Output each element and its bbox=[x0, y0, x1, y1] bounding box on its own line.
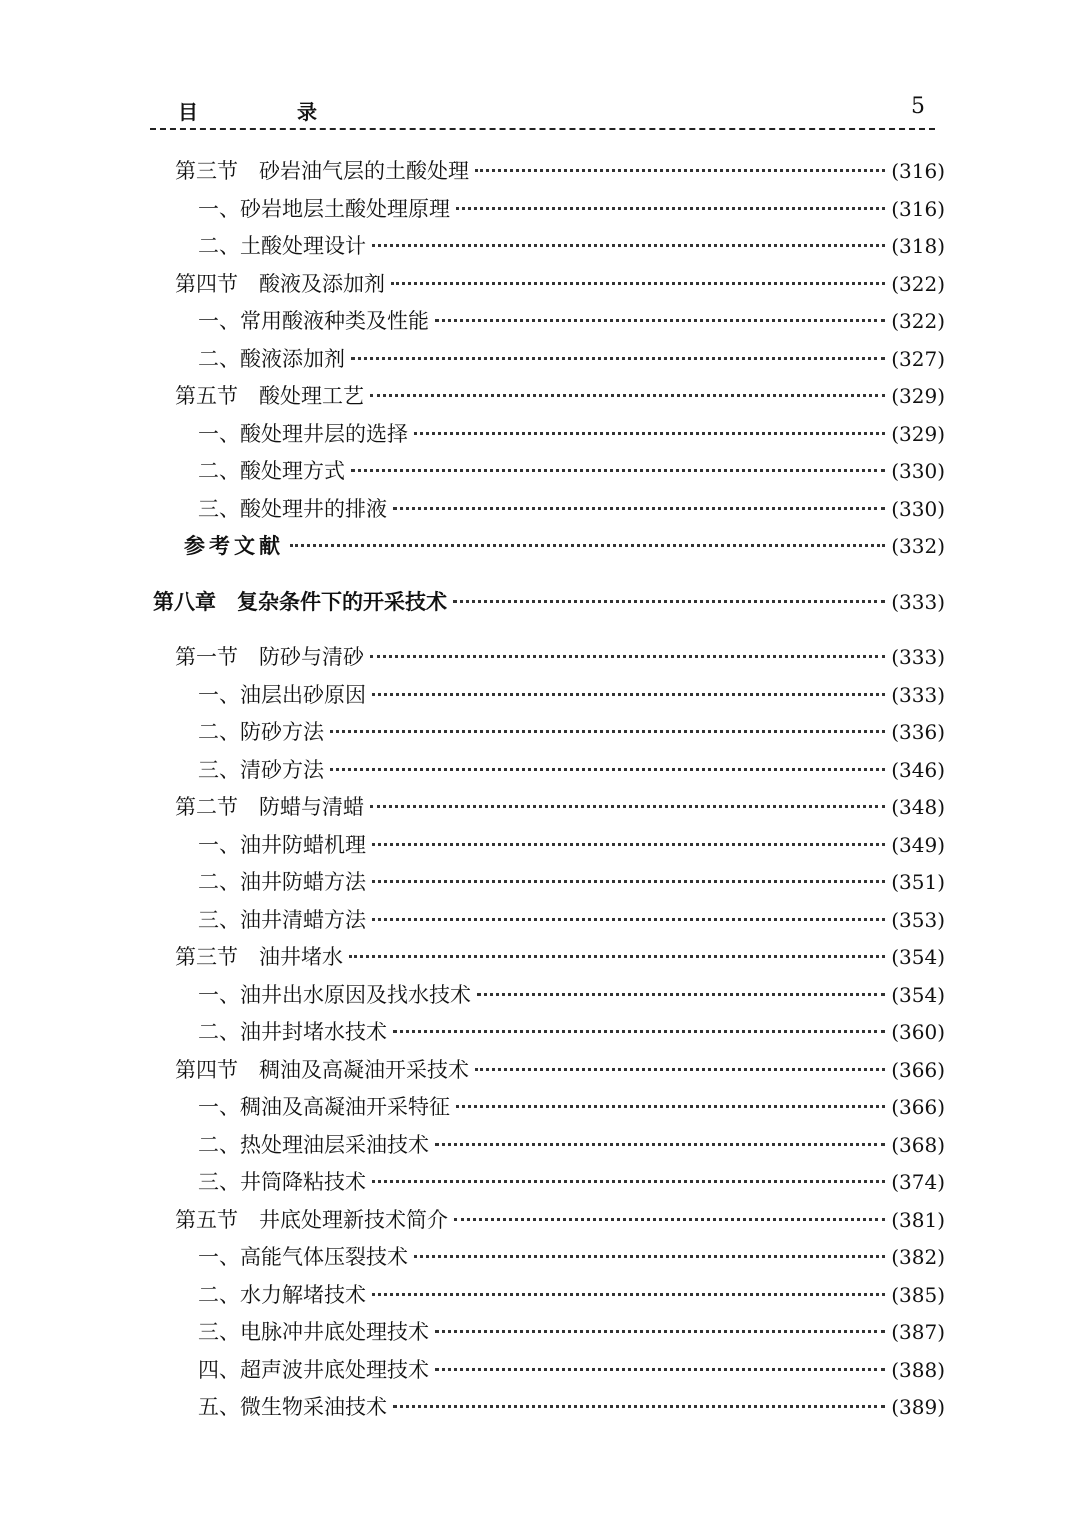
toc-entry-page: (333) bbox=[891, 589, 945, 614]
toc-entry-item bbox=[150, 1016, 945, 1054]
toc-entry-title: 二、防砂方法 bbox=[198, 720, 324, 744]
toc-dot-leader bbox=[351, 357, 885, 360]
toc-entry-section bbox=[150, 380, 945, 418]
toc-entry-chapter bbox=[150, 586, 945, 624]
toc-entry-title: 三、酸处理井的排液 bbox=[198, 496, 387, 521]
toc-entry-title: 第四节 稠油及高凝油开采技术 bbox=[175, 1057, 469, 1082]
toc-entry-item bbox=[150, 1391, 945, 1429]
toc-entry-item bbox=[150, 305, 945, 343]
toc-entry-page: (333) bbox=[891, 682, 945, 707]
toc-entry-page: (368) bbox=[891, 1132, 945, 1157]
toc-entry-title: 二、酸液添加剂 bbox=[198, 346, 345, 371]
toc-entry-page: (388) bbox=[891, 1357, 945, 1382]
toc-entry-title: 参考文献 bbox=[184, 533, 284, 558]
toc-entry-page: (374) bbox=[891, 1170, 945, 1194]
toc-entry-item bbox=[150, 343, 945, 381]
toc-entry-section bbox=[150, 155, 945, 193]
toc-entry-item bbox=[150, 1279, 945, 1317]
toc-entry-page: (346) bbox=[891, 757, 945, 782]
page-number: 5 bbox=[911, 94, 925, 119]
toc-dot-leader bbox=[370, 805, 885, 808]
toc-entry-item bbox=[150, 418, 945, 456]
toc-entry-item bbox=[150, 1241, 945, 1279]
toc-dot-leader bbox=[453, 600, 885, 603]
toc-dot-leader bbox=[435, 1143, 885, 1146]
toc-entry-title: 二、水力解堵技术 bbox=[198, 1282, 366, 1307]
toc-entry-page: (382) bbox=[891, 1245, 945, 1269]
toc-dot-leader bbox=[370, 655, 885, 658]
toc-entry-title: 一、稠油及高凝油开采特征 bbox=[198, 1095, 450, 1119]
toc-entry-title: 第一节 防砂与清砂 bbox=[175, 645, 364, 669]
header-title: 目 录 bbox=[178, 100, 363, 124]
toc-dot-leader bbox=[393, 1030, 885, 1033]
toc-entry-title: 一、砂岩地层土酸处理原理 bbox=[198, 196, 450, 221]
toc-dot-leader bbox=[414, 1255, 885, 1258]
toc-entry-page: (354) bbox=[891, 982, 945, 1007]
toc-entry-page: (353) bbox=[891, 907, 945, 932]
toc-entry-section bbox=[150, 268, 945, 306]
toc-entry-title: 一、油井出水原因及找水技术 bbox=[198, 982, 471, 1007]
toc-entry-page: (316) bbox=[891, 159, 945, 183]
toc-dot-leader bbox=[475, 169, 885, 172]
toc-entry-section bbox=[150, 1204, 945, 1242]
toc-dot-leader bbox=[372, 843, 885, 846]
toc-entry-page: (349) bbox=[891, 832, 945, 857]
toc-dot-leader bbox=[454, 1218, 885, 1221]
toc-dot-leader bbox=[393, 1405, 885, 1408]
toc-dot-leader bbox=[456, 207, 885, 210]
toc-dot-leader bbox=[435, 1368, 885, 1371]
toc-dot-leader bbox=[435, 1330, 885, 1333]
toc-entry-title: 第二节 防蜡与清蜡 bbox=[175, 795, 364, 819]
toc-entry-page: (354) bbox=[891, 945, 945, 969]
toc-dot-leader bbox=[372, 1180, 885, 1183]
toc-entry-title: 一、油井防蜡机理 bbox=[198, 832, 366, 857]
toc-entry-page: (351) bbox=[891, 870, 945, 894]
toc-entry-title: 第四节 酸液及添加剂 bbox=[175, 271, 385, 296]
toc-dot-leader bbox=[349, 955, 885, 958]
toc-dot-leader bbox=[372, 918, 885, 921]
toc-entry-page: (389) bbox=[891, 1395, 945, 1419]
toc-dot-leader bbox=[391, 282, 885, 285]
toc-entry-page: (333) bbox=[891, 645, 945, 669]
toc-dot-leader bbox=[372, 1293, 885, 1296]
toc-entry-item bbox=[150, 679, 945, 717]
toc-entry-page: (348) bbox=[891, 795, 945, 819]
toc-entry-title: 四、超声波井底处理技术 bbox=[198, 1357, 429, 1382]
page-header bbox=[150, 90, 935, 130]
toc-dot-leader bbox=[372, 693, 885, 696]
toc-entry-page: (336) bbox=[891, 720, 945, 744]
toc-entry-title: 第五节 井底处理新技术简介 bbox=[175, 1207, 448, 1232]
toc-entry-item bbox=[150, 493, 945, 531]
toc-entry-page: (329) bbox=[891, 384, 945, 408]
toc-entry-title: 二、油井封堵水技术 bbox=[198, 1020, 387, 1044]
toc-entry-title: 一、酸处理井层的选择 bbox=[198, 421, 408, 446]
toc-dot-leader bbox=[414, 432, 885, 435]
toc-entry-page: (322) bbox=[891, 271, 945, 296]
toc-dot-leader bbox=[477, 993, 885, 996]
toc-entry-page: (332) bbox=[891, 534, 945, 558]
toc-entry-item bbox=[150, 455, 945, 493]
toc-entry-title: 第三节 砂岩油气层的土酸处理 bbox=[175, 159, 469, 183]
toc-entry-item bbox=[150, 193, 945, 231]
toc-entry-title: 二、酸处理方式 bbox=[198, 459, 345, 483]
toc-entry-title: 二、油井防蜡方法 bbox=[198, 870, 366, 894]
table-of-contents bbox=[150, 155, 945, 1429]
toc-entry-title: 五、微生物采油技术 bbox=[198, 1395, 387, 1419]
toc-entry-section bbox=[150, 791, 945, 829]
toc-entry-page: (366) bbox=[891, 1057, 945, 1082]
toc-dot-leader bbox=[330, 730, 885, 733]
header-rule bbox=[150, 128, 935, 130]
toc-entry-refs bbox=[150, 530, 945, 568]
toc-entry-title: 一、油层出砂原因 bbox=[198, 682, 366, 707]
toc-entry-title: 二、土酸处理设计 bbox=[198, 234, 366, 258]
toc-entry-page: (327) bbox=[891, 346, 945, 371]
toc-entry-page: (385) bbox=[891, 1282, 945, 1307]
toc-entry-page: (330) bbox=[891, 459, 945, 483]
toc-dot-leader bbox=[475, 1068, 885, 1071]
toc-entry-title: 第五节 酸处理工艺 bbox=[175, 384, 364, 408]
toc-dot-leader bbox=[351, 469, 885, 472]
toc-entry-title: 三、油井清蜡方法 bbox=[198, 907, 366, 932]
toc-entry-item bbox=[150, 866, 945, 904]
toc-entry-title: 二、热处理油层采油技术 bbox=[198, 1132, 429, 1157]
toc-entry-page: (387) bbox=[891, 1320, 945, 1344]
toc-dot-leader bbox=[372, 244, 885, 247]
toc-entry-item bbox=[150, 1316, 945, 1354]
toc-dot-leader bbox=[290, 544, 885, 547]
toc-entry-item bbox=[150, 1091, 945, 1129]
toc-dot-leader bbox=[435, 319, 885, 322]
toc-entry-title: 三、井筒降粘技术 bbox=[198, 1170, 366, 1194]
toc-entry-page: (322) bbox=[891, 309, 945, 333]
toc-dot-leader bbox=[370, 394, 885, 397]
toc-entry-page: (329) bbox=[891, 421, 945, 446]
toc-entry-item bbox=[150, 716, 945, 754]
toc-entry-page: (366) bbox=[891, 1095, 945, 1119]
toc-dot-leader bbox=[372, 880, 885, 883]
toc-entry-section bbox=[150, 641, 945, 679]
toc-entry-item bbox=[150, 829, 945, 867]
toc-entry-page: (318) bbox=[891, 234, 945, 258]
toc-entry-item bbox=[150, 230, 945, 268]
toc-entry-page: (316) bbox=[891, 196, 945, 221]
toc-entry-title: 第三节 油井堵水 bbox=[175, 945, 343, 969]
toc-entry-title: 第八章 复杂条件下的开采技术 bbox=[153, 588, 447, 614]
toc-entry-item bbox=[150, 904, 945, 942]
toc-entry-item bbox=[150, 754, 945, 792]
toc-entry-page: (381) bbox=[891, 1207, 945, 1232]
toc-entry-item bbox=[150, 1166, 945, 1204]
toc-entry-page: (360) bbox=[891, 1020, 945, 1044]
toc-entry-item bbox=[150, 1354, 945, 1392]
toc-dot-leader bbox=[330, 768, 885, 771]
toc-entry-title: 一、常用酸液种类及性能 bbox=[198, 309, 429, 333]
toc-entry-section bbox=[150, 1054, 945, 1092]
toc-entry-title: 三、清砂方法 bbox=[198, 757, 324, 782]
toc-dot-leader bbox=[393, 507, 885, 510]
toc-entry-item bbox=[150, 1129, 945, 1167]
toc-entry-title: 三、电脉冲井底处理技术 bbox=[198, 1320, 429, 1344]
toc-entry-section bbox=[150, 941, 945, 979]
toc-dot-leader bbox=[456, 1105, 885, 1108]
toc-entry-item bbox=[150, 979, 945, 1017]
toc-entry-title: 一、高能气体压裂技术 bbox=[198, 1245, 408, 1269]
toc-entry-page: (330) bbox=[891, 496, 945, 521]
